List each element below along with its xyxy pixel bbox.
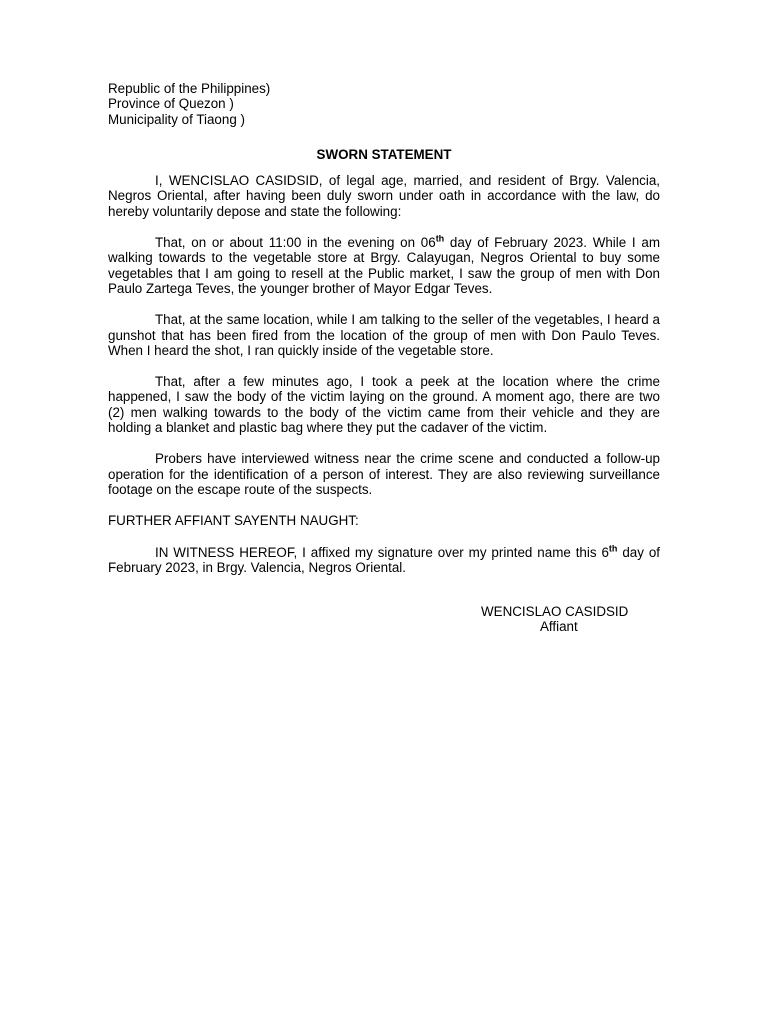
paragraph-incident bbox=[108, 235, 660, 296]
witness-text-start: IN WITNESS HEREOF, I affixed my signature over my printed name this 6 bbox=[155, 544, 609, 560]
ordinal-suffix: th bbox=[608, 543, 618, 554]
witness-text-end: day of February 2023, in Brgy. Valencia, Negros Oriental. bbox=[108, 544, 660, 575]
document-title: SWORN STATEMENT bbox=[316, 146, 452, 162]
document-body bbox=[108, 81, 660, 635]
ordinal-suffix: th bbox=[435, 233, 445, 244]
affiant-label: Affiant bbox=[540, 619, 578, 635]
paragraph-probers: Probers have interviewed witness near the crime scene and conducted a follow-up operation for the identification of a person of interest. They are also reviewing surveillance footage on the escape route of the suspects. bbox=[108, 451, 660, 497]
header-country: Republic of the Philippines) bbox=[108, 81, 271, 96]
header-municipality: Municipality of Tiaong ) bbox=[108, 111, 245, 127]
further-affiant-line: FURTHER AFFIANT SAYENTH NAUGHT: bbox=[108, 513, 359, 529]
affiant-name: WENCISLAO CASIDSID bbox=[481, 604, 629, 619]
paragraph-incident-text-start: That, on or about 11:00 in the evening on 06 bbox=[155, 235, 436, 251]
paragraph-victim: That, after a few minutes ago, I took a peek at the location where the crime happened, I saw the body of the victim laying on the ground. A moment ago, there are two (2) men walking towards to the body of the victim came from their vehicle and they are holding a blanket and plastic bag where they put the cadaver of the victim. bbox=[108, 374, 660, 436]
document-header bbox=[108, 81, 660, 127]
intro-paragraph: I, WENCISLAO CASIDSID, of legal age, married, and resident of Brgy. Valencia, Negros Oriental, after having been duly sworn under oath in accordance with the law, do hereby voluntarily depose and state the following: bbox=[108, 173, 660, 219]
header-province: Province of Quezon ) bbox=[108, 96, 234, 112]
signature-block bbox=[481, 604, 641, 635]
paragraph-incident-text-end: day of February 2023. While I am walking towards to the vegetable store at Brgy. Calayugan, Negros Oriental to buy some vegetables that I am going to resell at the Public market, I saw the group of men with Don Paulo Zartega Teves, the younger brother of Mayor Edgar Teves. bbox=[108, 235, 660, 296]
paragraph-gunshot: That, at the same location, while I am talking to the seller of the vegetables, I heard a gunshot that has been fired from the location of the group of men with Don Paulo Teves. When I heard the shot, I ran quickly inside of the vegetable store. bbox=[108, 312, 660, 358]
witness-paragraph bbox=[108, 545, 660, 576]
